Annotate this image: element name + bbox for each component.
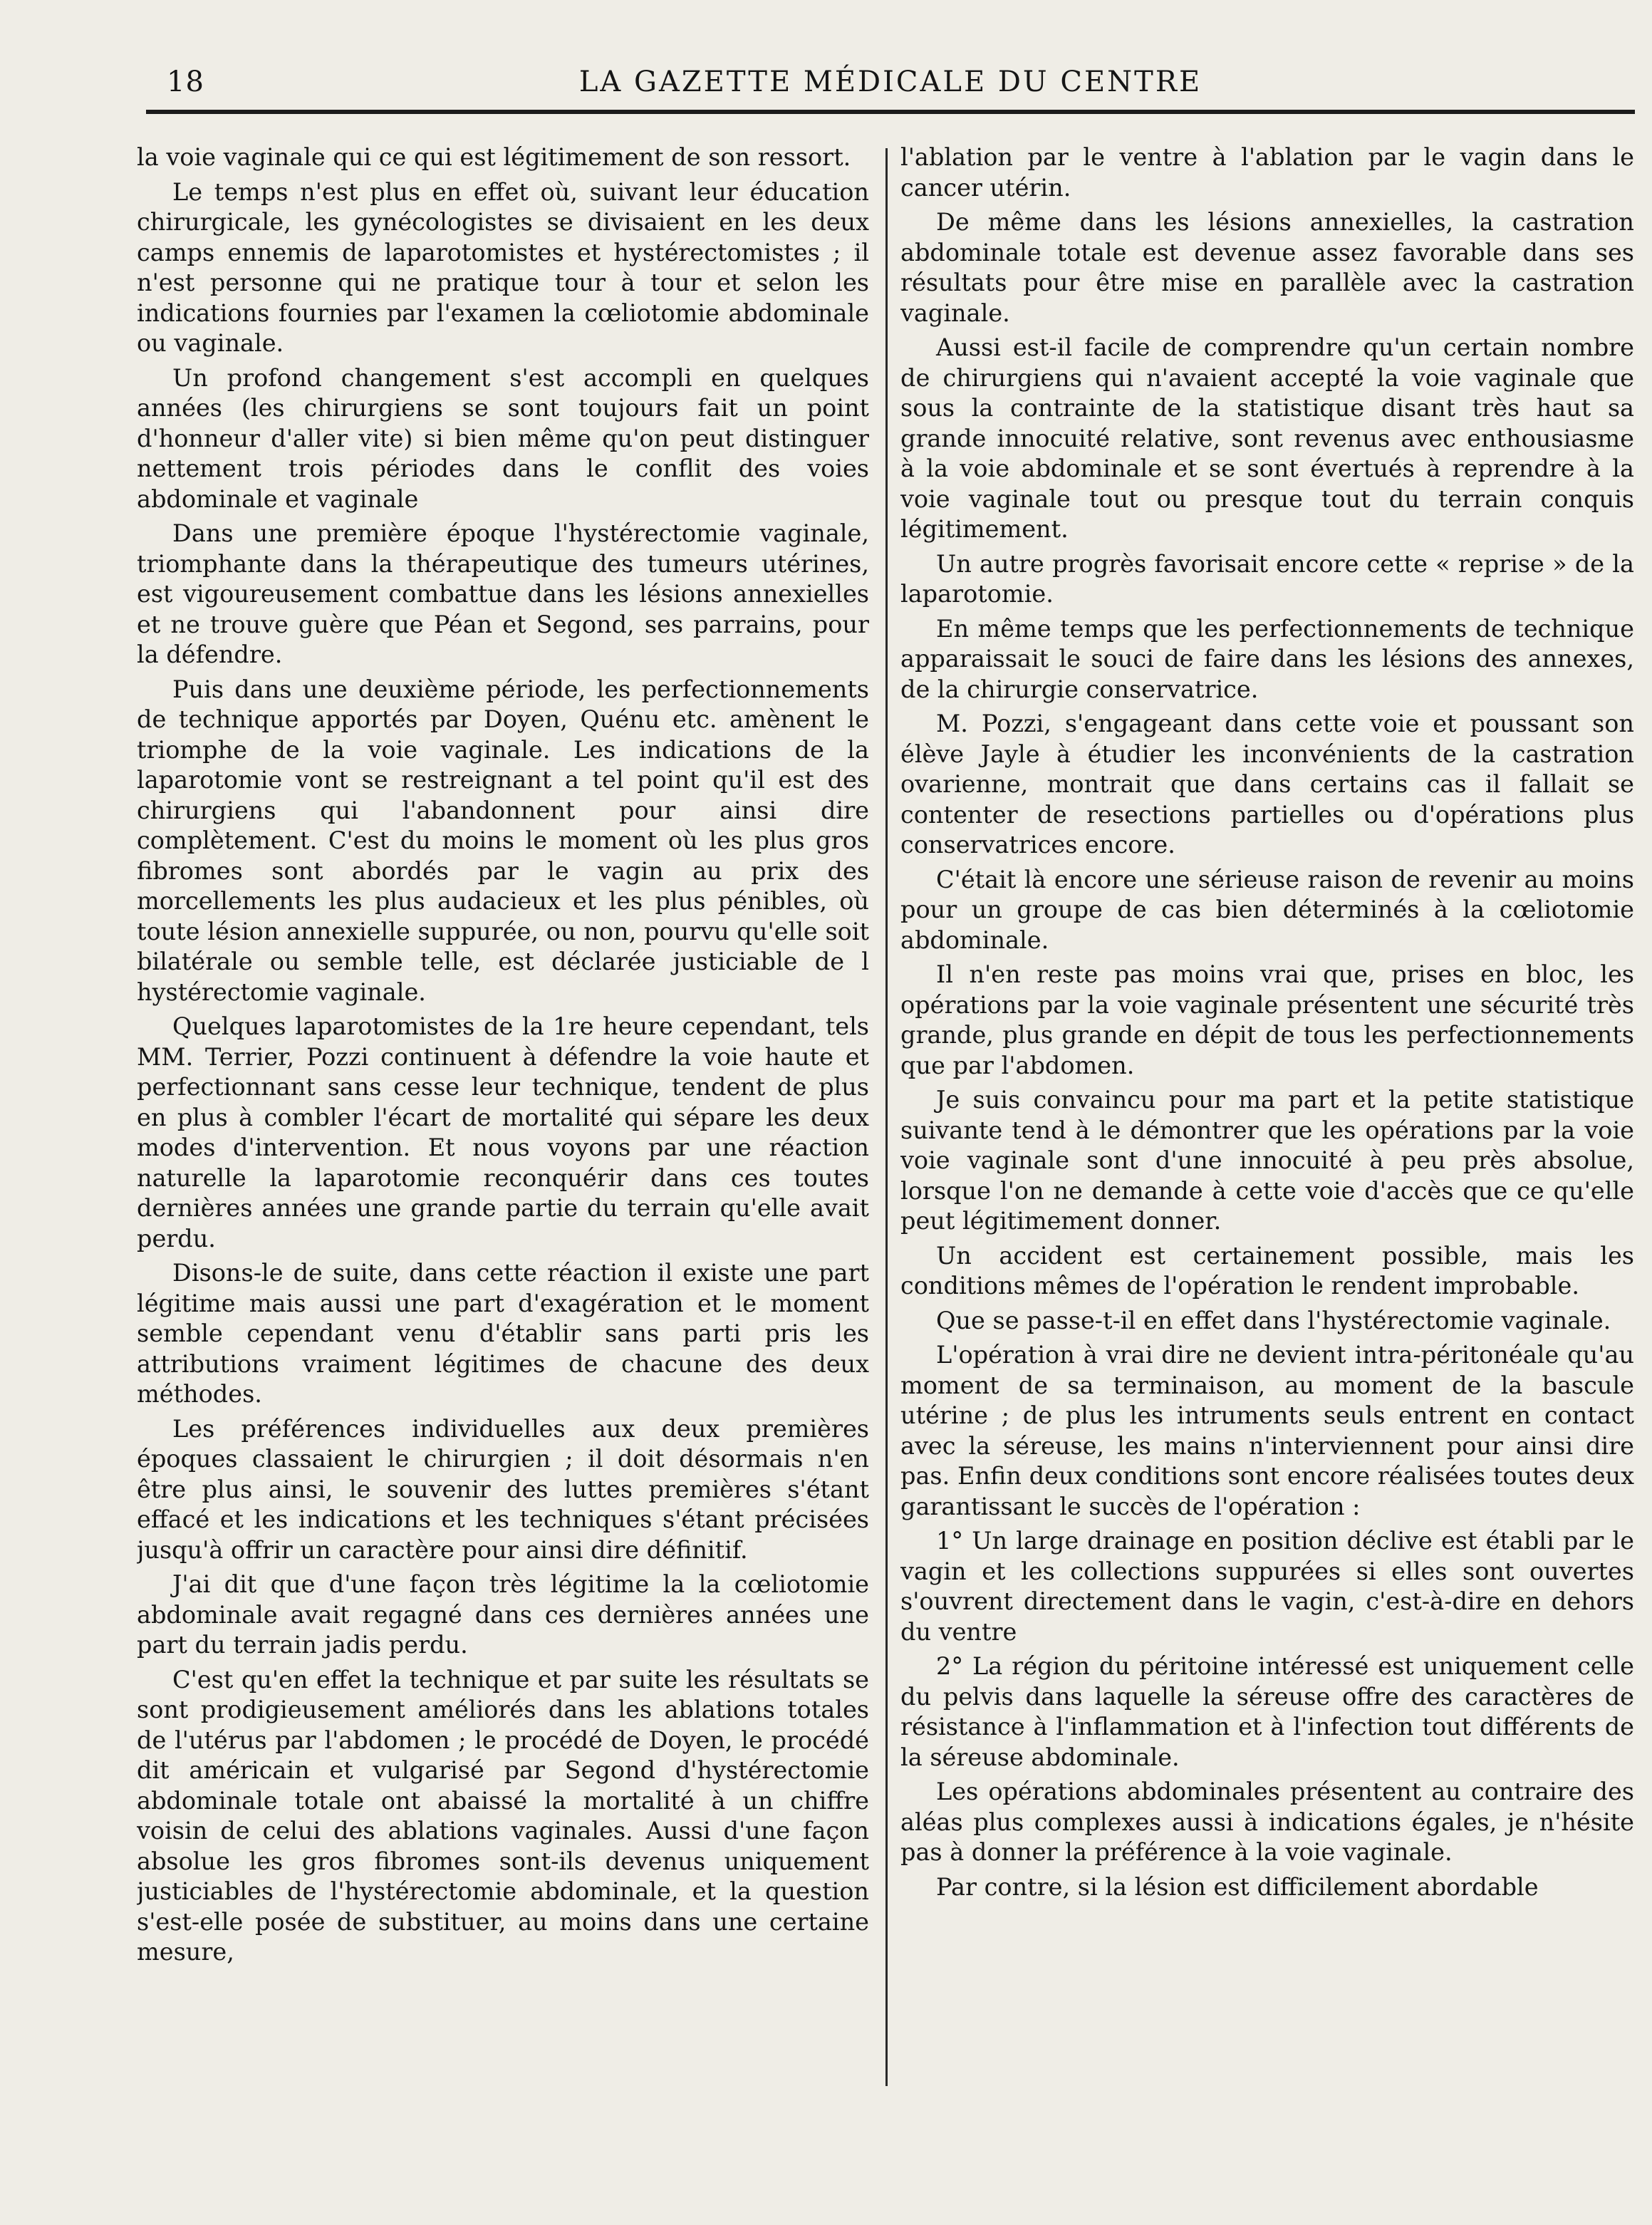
paragraph: En même temps que les perfectionnements de technique apparaissait le souci de faire dans les lésions des annexes, de la chirurgie conservatrice. xyxy=(900,614,1634,703)
paragraph: De même dans les lésions annexielles, la castration abdominale totale est devenue assez favorable dans ses résultats pour être mise en parallèle avec la castration vaginale. xyxy=(900,208,1634,327)
paragraph: Je suis convaincu pour ma part et la petite statistique suivante tend à le démontrer que les opérations par la voie voie vaginale sont d'une innocuité à peu près absolue, lorsque l'on ne demande à cette voie d'accès que ce qu'elle peut légitimement donner. xyxy=(900,1086,1634,1235)
paragraph: J'ai dit que d'une façon très légitime la la cœliotomie abdominale avait regagné dans ces dernières années une part du terrain jadis perdu. xyxy=(137,1570,869,1659)
paragraph: Puis dans une deuxième période, les perfectionnements de technique apportés par Doyen, Quénu etc. amènent le triomphe de la voie vaginale. Les indications de la laparotomie vont se restreignant a tel point qu'il est des chirurgiens qui l'abandonnent pour ainsi dire complètement. C'est du moins le moment où les plus gros fibromes sont abordés par le vagin au prix des morcellements les plus audacieux et les plus pénibles, où toute lésion annexielle suppurée, ou non, pourvu qu'elle soit bilatérale ou semble telle, est déclarée justiciable de l hystérectomie vaginale. xyxy=(137,675,869,1006)
paragraph: Quelques laparotomistes de la 1re heure cependant, tels MM. Terrier, Pozzi continuent à défendre la voie haute et perfectionnant sans cesse leur technique, tendent de plus en plus à combler l'écart de mortalité qui sépare les deux modes d'intervention. Et nous voyons par une réaction naturelle la laparotomie reconquérir dans ces toutes dernières années une grande partie du terrain qu'elle avait perdu. xyxy=(137,1012,869,1252)
paragraph: 1° Un large drainage en position déclive est établi par le vagin et les collections suppurées si elles sont ouvertes s'ouvrent directement dans le vagin, c'est-à-dire en dehors du ventre xyxy=(900,1527,1634,1646)
paragraph: Par contre, si la lésion est difficilement abordable xyxy=(936,1872,1539,1901)
paragraph: Les opérations abdominales présentent au contraire des aléas plus complexes aussi à indications égales, je n'hésite pas à donner la préférence à la voie vaginale. xyxy=(900,1778,1634,1866)
header-rule xyxy=(146,110,1635,114)
paragraph: Que se passe-t-il en effet dans l'hystérectomie vaginale. xyxy=(936,1306,1611,1334)
paragraph: Il n'en reste pas moins vrai que, prises en bloc, les opérations par la voie vaginale présentent une sécurité très grande, plus grande en dépit de tous les perfectionnements que par l'abdomen. xyxy=(900,960,1634,1079)
journal-title: LA GAZETTE MÉDICALE DU CENTRE xyxy=(578,66,1202,98)
column-divider xyxy=(885,148,888,2086)
running-head xyxy=(150,66,1631,108)
paragraph: Un autre progrès favorisait encore cette « reprise » de la laparotomie. xyxy=(900,549,1634,608)
paragraph: L'opération à vrai dire ne devient intra-péritonéale qu'au moment de sa terminaison, au moment de la bascule utérine ; de plus les intruments seuls entrent en contact avec la séreuse, les mains n'interviennent pour ainsi dire pas. Enfin deux conditions sont encore réalisées toutes deux garantissant le succès de l'opération : xyxy=(900,1341,1634,1520)
paragraph: Un profond changement s'est accompli en quelques années (les chirurgiens se sont toujours fait un point d'honneur d'aller vite) si bien même qu'on peut distinguer nettement trois périodes dans le conflit des voies abdominale et vaginale xyxy=(137,363,869,513)
paragraph: Le temps n'est plus en effet où, suivant leur éducation chirurgicale, les gynécologistes se divisaient en les deux camps ennemis de laparotomistes et hystérectomistes ; il n'est personne qui ne pratique tour à tour et selon les indications fournies par l'examen la cœliotomie abdominale ou vaginale. xyxy=(137,177,869,357)
paragraph: C'était là encore une sérieuse raison de revenir au moins pour un groupe de cas bien déterminés à la cœliotomie abdominale. xyxy=(900,865,1634,954)
paragraph: M. Pozzi, s'engageant dans cette voie et poussant son élève Jayle à étudier les inconvénients de la castration ovarienne, montrait que dans certains cas il fallait se contenter de resections partielles ou d'opérations plus conservatrices encore. xyxy=(900,710,1634,859)
paragraph: Disons-le de suite, dans cette réaction il existe une part légitime mais aussi une part d'exagération et le moment semble cependant venu d'établir sans parti pris les attributions vraiment légitimes de chacune des deux méthodes. xyxy=(137,1259,869,1408)
paragraph: l'ablation par le ventre à l'ablation par le vagin dans le cancer utérin. xyxy=(900,143,1634,202)
paragraph: Les préférences individuelles aux deux premières époques classaient le chirurgien ; il doit désormais n'en être plus ainsi, le souvenir des luttes premières s'étant effacé et les indications et les techniques s'étant précisées jusqu'à offrir un caractère pour ainsi dire définitif. xyxy=(137,1414,869,1564)
left-column xyxy=(137,142,869,2194)
paragraph: 2° La région du péritoine intéressé est uniquement celle du pelvis dans laquelle la séreuse offre des caractères de résistance à l'inflammation et à l'infection tout différents de la séreuse abdominale. xyxy=(900,1652,1634,1771)
right-column xyxy=(900,142,1634,2194)
paragraph: Dans une première époque l'hystérectomie vaginale, triomphante dans la thérapeutique des tumeurs utérines, est vigoureusement combattue dans les lésions annexielles et ne trouve guère que Péan et Segond, ses parrains, pour la défendre. xyxy=(137,519,869,668)
page-number: 18 xyxy=(167,66,204,98)
paragraph: la voie vaginale qui ce qui est légitimement de son ressort. xyxy=(137,143,851,171)
paragraph: Aussi est-il facile de comprendre qu'un certain nombre de chirurgiens qui n'avaient accepté la voie vaginale que sous la contrainte de la statistique disant très haut sa grande innocuité relative, sont revenus avec enthousiasme à la voie abdominale et se sont évertués à reprendre à la voie vaginale tout ou presque tout du terrain conquis légitimement. xyxy=(900,333,1634,543)
paragraph: C'est qu'en effet la technique et par suite les résultats se sont prodigieusement améliorés dans les ablations totales de l'utérus par l'abdomen ; le procédé de Doyen, le procédé dit américain et vulgarisé par Segond d'hystérectomie abdominale totale ont abaissé la mortalité à un chiffre voisin de celui des ablations vaginales. Aussi d'une façon absolue les gros fibromes sont-ils devenus uniquement justiciables de l'hystérectomie abdominale, et la question s'est-elle posée de substituer, au moins dans une certaine mesure, xyxy=(137,1665,869,1966)
paragraph: Un accident est certainement possible, mais les conditions mêmes de l'opération le rendent improbable. xyxy=(900,1241,1634,1300)
